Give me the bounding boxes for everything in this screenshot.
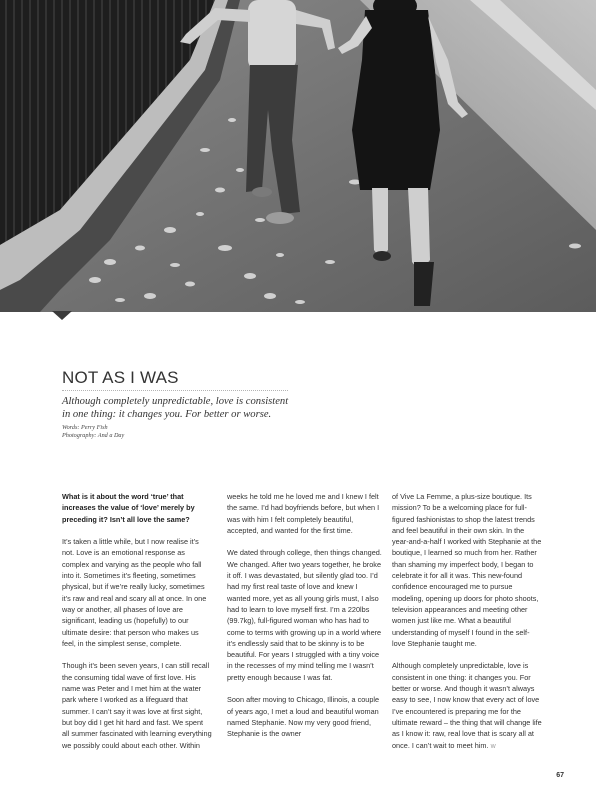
standfirst-line-1: Although completely unpredictable, love is consistent	[62, 396, 289, 407]
paragraph: Soon after moving to Chicago, Illinois, a couple of years ago, I met a loud and beautiful woman named Stephanie. Now my very good friend, Stephanie is the owner	[227, 695, 380, 739]
lead-question: What is it about the word ‘true’ that increases the value of ‘love’ merely by preceding it? Isn’t all love the same?	[62, 492, 195, 524]
paragraph: It’s taken a little while, but I now realise it’s not. Love is an emotional response as complex and varying as the people who fall into it. Sometimes it’s fleeting, sometimes physical, but if we’re really lucky, sometimes it’s raw and real and scary all at once. In one way or another, all phases of love are significant, leading us (hopefully) to our ultimate desire: that person who makes us feel, in the simplest sense, complete.	[62, 537, 207, 648]
paragraph: weeks he told me he loved me and I knew I felt the same. I’d had boyfriends before, but when I was with him I felt completely beautiful, accepted, and wanted for the first time.	[227, 492, 380, 535]
article-credits	[62, 424, 124, 440]
photo-credit: Photography: And a Day	[62, 432, 125, 439]
standfirst-line-2: in one thing: it changes you. For better or worse.	[62, 408, 272, 420]
hero-photo	[0, 0, 596, 312]
paragraph: Though it’s been seven years, I can still recall the consuming tidal wave of first love. His name was Peter and I met him at the water park where I worked as a lifeguard that summer. I can’t say it was love at first sight, but boy did I get hit hard and fast. We spent all summer fascinated with learning everything we possibly could about each other. Within	[62, 661, 212, 750]
paragraph-final	[392, 660, 542, 751]
caption-notch	[52, 311, 72, 320]
title-divider	[62, 390, 288, 391]
page-number: 67	[556, 772, 564, 779]
paragraph: We dated through college, then things changed. We changed. After two years together, he broke it off. I was devastated, but silently glad too. I’d had my first real taste of love and knew I wanted more, yet as all young girls must, I also had to learn to love myself first. I’m a 220lbs (99.7kg), full-figured woman who has had to come to terms with growing up in a world where it’s endlessly said that to be skinny is to be beautiful. For years I struggled with a tiny voice in the recesses of my mind telling me I wasn’t pretty enough because I was fat.	[227, 548, 382, 682]
paragraph: of Vive La Femme, a plus-size boutique. Its mission? To be a welcoming place for full-figured fashionistas to shop the latest trends and feel beautiful in their own skin. In the year-and-a-half I worked with Stephanie at the boutique, I learned so much from her. Rather than shaming my imperfect body, I began to celebrate it for all it was. This new-found confidence encouraged me to pursue modeling, opening up doors for photo shoots, television appearances and meeting other women just like me. What a beautiful understanding of myself I found in the self-love Stephanie taught me.	[392, 492, 542, 648]
words-credit: Words: Perry Fish	[62, 424, 108, 431]
paragraph-final-text: Although completely unpredictable, love is consistent in one thing: it changes you. For better or worse. And though it wasn’t always easy to see, I now know that every act of love I’ve encountered is preparing me for the ultimate reward – the thing that will change life as I know it: raw, real love that is scary all at once. I can’t wait to meet him.	[392, 661, 542, 750]
article-standfirst	[62, 396, 312, 421]
end-mark-icon: w	[490, 742, 496, 750]
body-column-2	[227, 491, 382, 751]
couple-running-photo	[0, 0, 596, 312]
body-column-3	[392, 491, 542, 763]
body-column-1	[62, 491, 212, 762]
article-title: NOT AS I WAS	[62, 368, 179, 387]
